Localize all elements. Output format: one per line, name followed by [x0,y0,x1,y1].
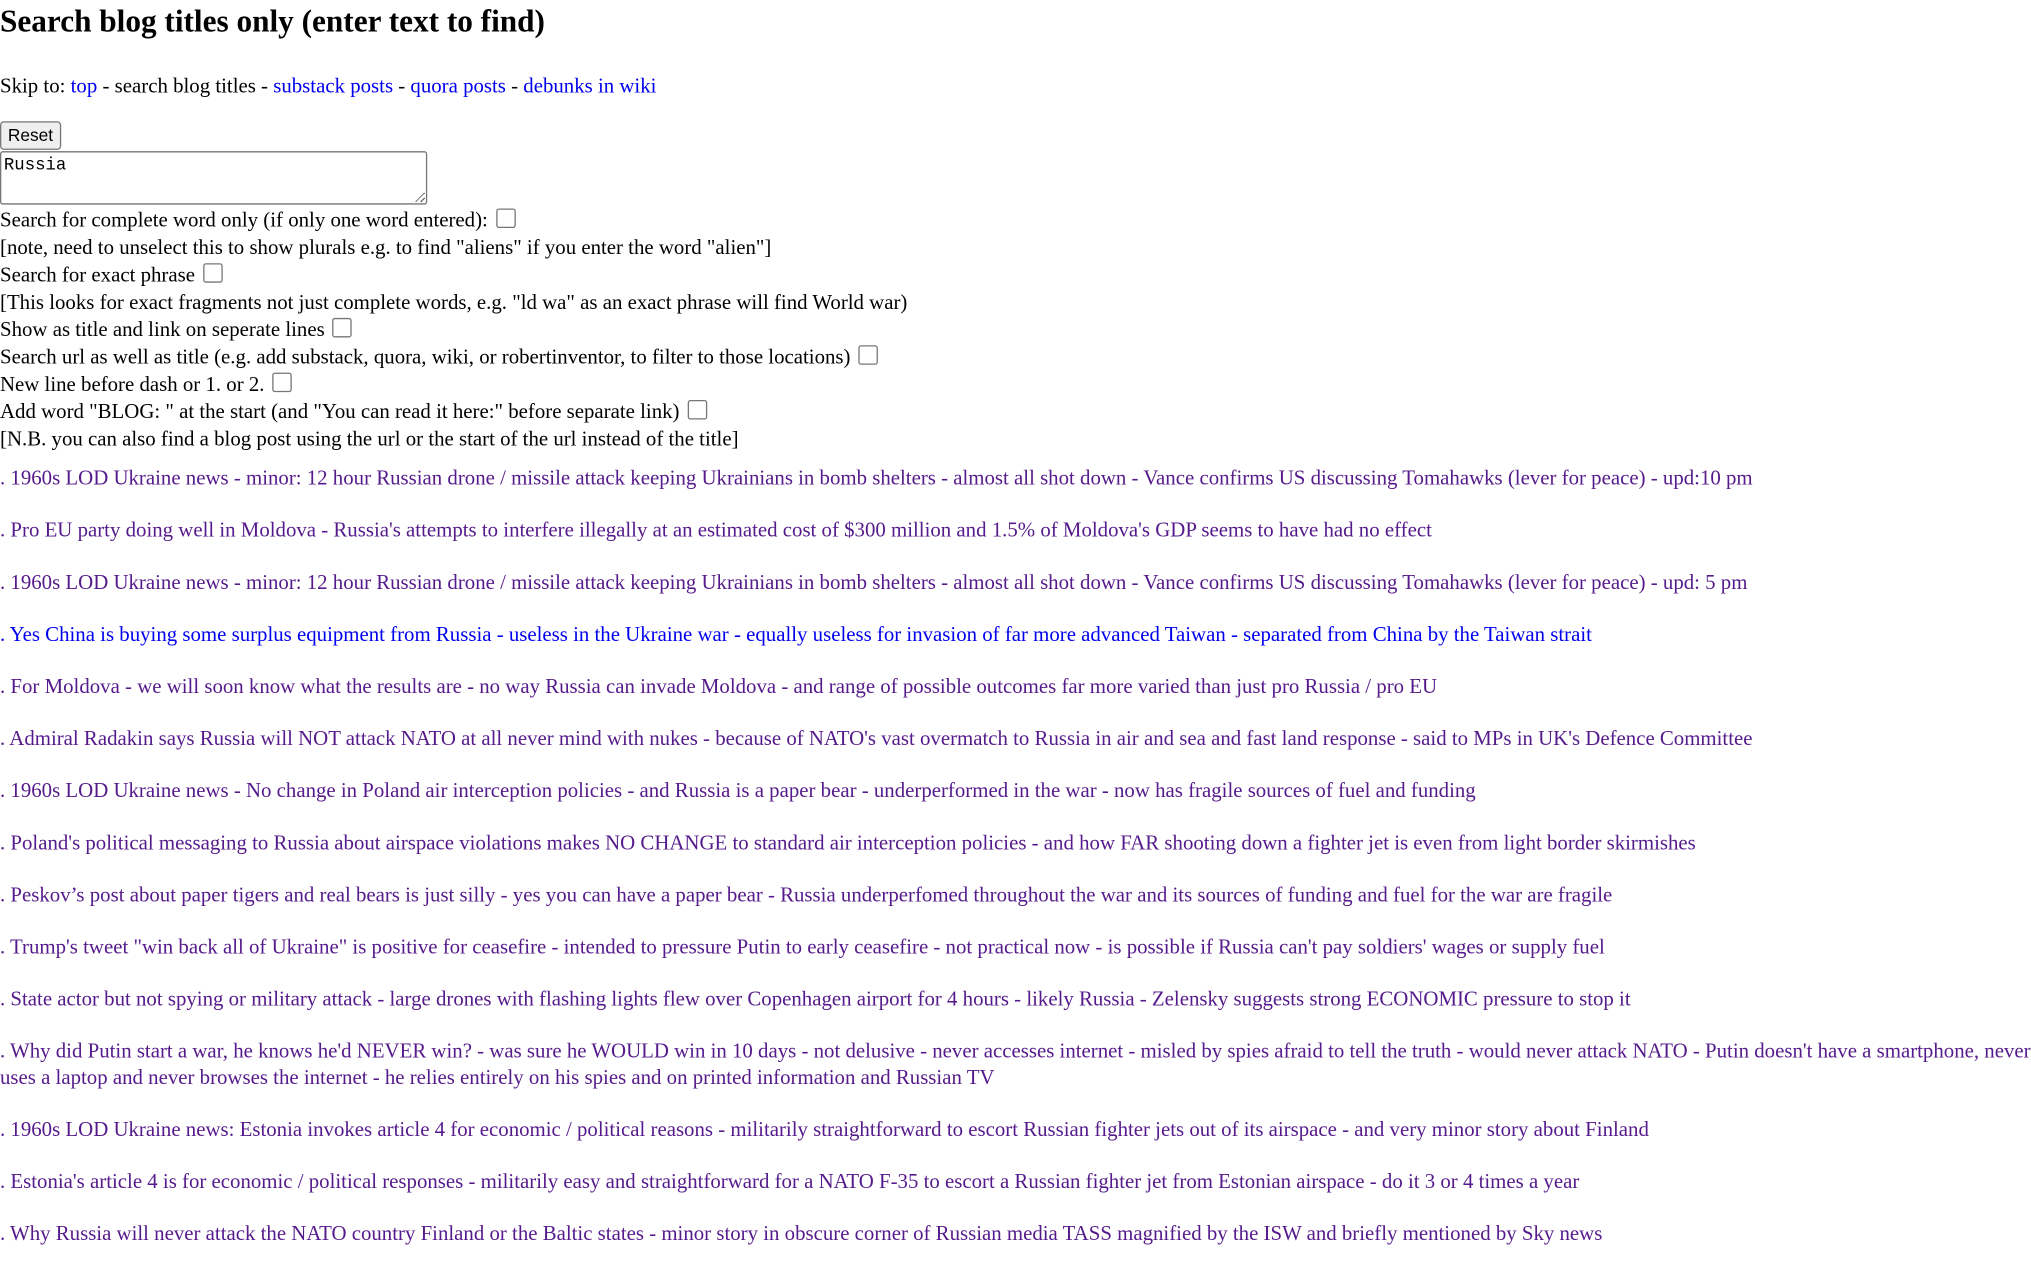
skip-prefix: Skip to: [0,75,71,98]
list-item [0,1170,2031,1196]
option-complete-word-label: Search for complete word only (if only one word entered): [0,209,488,232]
list-item [0,1222,2031,1248]
result-link[interactable]: . Pro EU party doing well in Moldova - Russia's attempts to interfere illegally at an estimated cost of $300 million and 1.5% of Moldova's GDP seems to have had no effect [0,519,1432,542]
skip-link-wiki[interactable]: debunks in wiki [523,75,657,98]
skip-sep-3: - [505,75,524,98]
result-link[interactable]: . 1960s LOD Ukraine news - minor: 12 hour Russian drone / missile attack keeping Ukrainians in bomb shelters - almost all shot down - Vance confirms US discussing Tomahawks (lever for peace) - upd:10 pm [0,467,1753,490]
skip-link-substack[interactable]: substack posts [273,75,394,98]
list-item [0,571,2031,597]
list-item [0,779,2031,805]
skip-link-top[interactable]: top [70,75,98,98]
option-separate-lines [0,317,2031,344]
result-link[interactable]: . Trump's tweet "win back all of Ukraine" is positive for ceasefire - intended to pressure Putin to early ceasefire - not practical now - is possible if Russia can't pay soldiers' wages or supply fuel [0,936,1605,959]
result-link[interactable]: . For Moldova - we will soon know what the results are - no way Russia can invade Moldova - and range of possible outcomes far more varied than just pro Russia / pro EU [0,676,1438,699]
option-add-blog-label: Add word "BLOG: " at the start (and "You can read it here:" before separate link) [0,401,680,424]
list-item [0,883,2031,909]
result-link[interactable]: . Poland's political messaging to Russia about airspace violations makes NO CHANGE to standard air interception policies - and how FAR shooting down a fighter jet is even from light border skirmishes [0,832,1696,855]
list-item [0,935,2031,961]
option-separate-lines-label: Show as title and link on seperate lines [0,319,325,342]
result-link[interactable]: . Why Russia will never attack the NATO country Finland or the Baltic states - minor story in obscure corner of Russian media TASS magnified by the ISW and briefly mentioned by Sky news [0,1223,1603,1246]
option-exact-phrase-label: Search for exact phrase [0,264,195,287]
result-link[interactable]: . 1960s LOD Ukraine news - minor: 12 hour Russian drone / missile attack keeping Ukrainians in bomb shelters - almost all shot down - Vance confirms US discussing Tomahawks (lever for peace) - upd: 5 pm [0,571,1748,595]
result-link[interactable]: . State actor but not spying or military attack - large drones with flashing lights flew over Copenhagen airport for 4 hours - likely Russia - Zelensky suggests strong ECONOMIC pressure to stop it [0,988,1631,1011]
page-heading: Search blog titles only (enter text to find) [0,5,545,40]
results-list [0,466,2031,1247]
result-link[interactable]: . Why did Putin start a war, he knows he'd NEVER win? - was sure he WOULD win in 10 days - not delusive - never accesses internet - misled by spies afraid to tell the truth - would never attack NATO - Putin doesn't have a smartphone, never uses a laptop and never browses the internet - he relies entirely on his spies and on printed information and Russian TV [0,1040,2031,1089]
list-item [0,518,2031,544]
option-complete-word-note: [note, need to unselect this to show plurals e.g. to find "aliens" if you enter the word "alien"] [0,237,772,260]
option-new-line-label: New line before dash or 1. or 2. [0,373,265,397]
skip-sep-2: - [393,75,411,98]
add-blog-checkbox[interactable] [687,400,707,420]
option-complete-word [0,207,2031,234]
skip-sep-1: - search blog titles - [97,75,274,98]
list-item [0,831,2031,857]
list-item [0,1118,2031,1144]
option-exact-phrase-note: [This looks for exact fragments not just complete words, e.g. "ld wa" as an exact phrase will find World war) [0,291,908,314]
complete-word-checkbox[interactable] [496,208,516,228]
option-add-blog [0,399,2031,426]
list-item [0,466,2031,492]
list-item [0,623,2031,649]
new-line-checkbox[interactable] [272,373,292,393]
search-url-checkbox[interactable] [858,345,878,365]
list-item [0,1039,2031,1091]
result-link[interactable]: . Yes China is buying some surplus equipment from Russia - useless in the Ukraine war - equally useless for invasion of far more advanced Taiwan - separated from China by the Taiwan strait [0,623,1592,647]
search-input[interactable] [0,151,427,204]
skip-link-quora[interactable]: quora posts [410,75,506,98]
skip-nav [0,74,2031,100]
option-new-line [0,371,2031,398]
exact-phrase-checkbox[interactable] [203,263,223,283]
option-search-url-label: Search url as well as title (e.g. add substack, quora, wiki, or robertinventor, to filter to those locations) [0,346,851,369]
list-item [0,727,2031,753]
option-nb-note: [N.B. you can also find a blog post using the url or the start of the url instead of the title] [0,428,739,451]
result-link[interactable]: . Admiral Radakin says Russia will NOT attack NATO at all never mind with nukes - because of NATO's vast overmatch to Russia in air and sea and fast land response - said to MPs in UK's Defence Committee [0,728,1753,751]
option-exact-phrase [0,262,2031,289]
result-link[interactable]: . Peskov’s post about paper tigers and real bears is just silly - yes you can have a paper bear - Russia underperfomed throughout the war and its sources of funding and fuel for the war are fragile [0,884,1613,907]
result-link[interactable]: . 1960s LOD Ukraine news - No change in Poland air interception policies - and Russia is a paper bear - underperformed in the war - now has fragile sources of fuel and funding [0,780,1476,803]
list-item [0,675,2031,701]
result-link[interactable]: . Estonia's article 4 is for economic / political responses - militarily easy and straightforward for a NATO F-35 to escort a Russian fighter jet from Estonian airspace - do it 3 or 4 times a year [0,1171,1580,1194]
search-options [0,207,2031,453]
reset-button[interactable]: Reset [0,121,61,150]
separate-lines-checkbox[interactable] [333,318,353,338]
result-link[interactable]: . 1960s LOD Ukraine news: Estonia invokes article 4 for economic / political reasons - militarily straightforward to escort Russian fighter jets out of its airspace - and very minor story about Finland [0,1118,1649,1142]
option-search-url [0,344,2031,371]
page [0,4,2031,1248]
list-item [0,987,2031,1013]
